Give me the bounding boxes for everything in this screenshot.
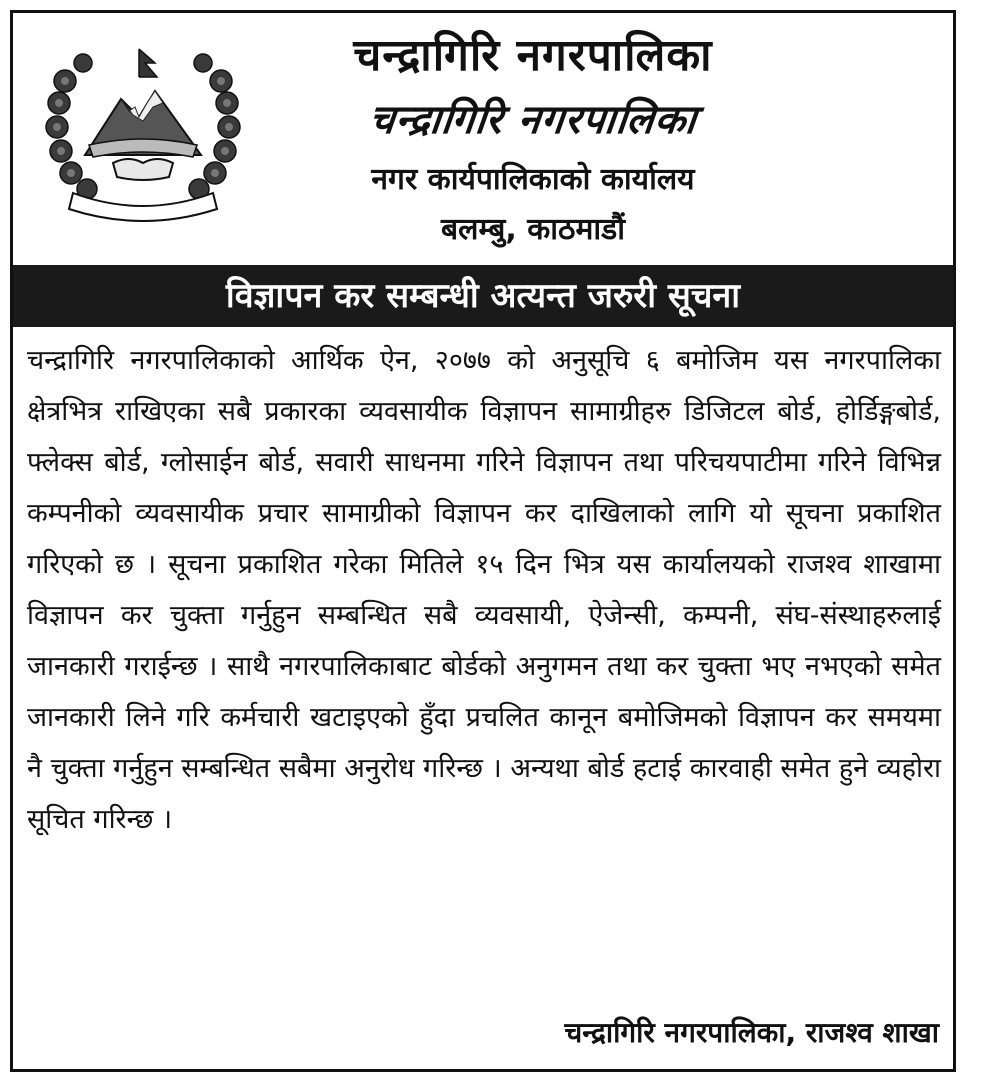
municipality-name-stylized: चन्द्रागिरि नगरपालिका <box>366 97 700 143</box>
office-name: नगर कार्यपालिकाको कार्यालय <box>371 162 695 197</box>
notice-banner: विज्ञापन कर सम्बन्धी अत्यन्त जरुरी सूचना <box>13 265 953 327</box>
nepal-emblem-icon <box>43 37 243 229</box>
office-address: बलम्बु, काठमाडौं <box>441 212 625 247</box>
notice-header <box>13 13 953 265</box>
notice-signature: चन्द्रागिरि नगरपालिका, राजश्व शाखा <box>564 1016 939 1049</box>
municipality-name: चन्द्रागिरि नगरपालिका <box>353 30 713 81</box>
notice-body: चन्द्रागिरि नगरपालिकाको आर्थिक ऐन, २०७७ को अनुसूचि ६ बमोजिम यस नगरपालिका क्षेत्रभित्र राखिएका सबै प्रकारका व्यवसायीक विज्ञापन सामाग्रीहरु डिजिटल बोर्ड, होर्डिङ्गबोर्ड, फ्लेक्स बोर्ड, ग्लोसाईन बोर्ड, सवारी साधनमा गरिने विज्ञापन तथा परिचयपाटीमा गरिने विभिन्न कम्पनीको व्यवसायीक प्रचार सामाग्रीको विज्ञापन कर दाखिलाको लागि यो सूचना प्रकाशित गरिएको छ । सूचना प्रकाशित गरेका मितिले १५ दिन भित्र यस कार्यालयको राजश्व शाखामा विज्ञापन कर चुक्ता गर्नुहुन सम्बन्धित सबै व्यवसायी, ऐजेन्सी, कम्पनी, संघ-संस्थाहरुलाई जानकारी गराईन्छ । साथै नगरपालिकाबाट बोर्डको अनुगमन तथा कर चुक्ता भए नभएको समेत जानकारी लिने गरि कर्मचारी खटाइएको हुँदा प्रचलित कानून बमोजिमको विज्ञापन कर समयमा नै चुक्ता गर्नुहुन सम्बन्धित सबैमा अनुरोध गरिन्छ । अन्यथा बोर्ड हटाई कारवाही समेत हुने व्यहोरा सूचित गरिन्छ । <box>27 345 941 835</box>
notice-frame <box>10 10 956 1072</box>
